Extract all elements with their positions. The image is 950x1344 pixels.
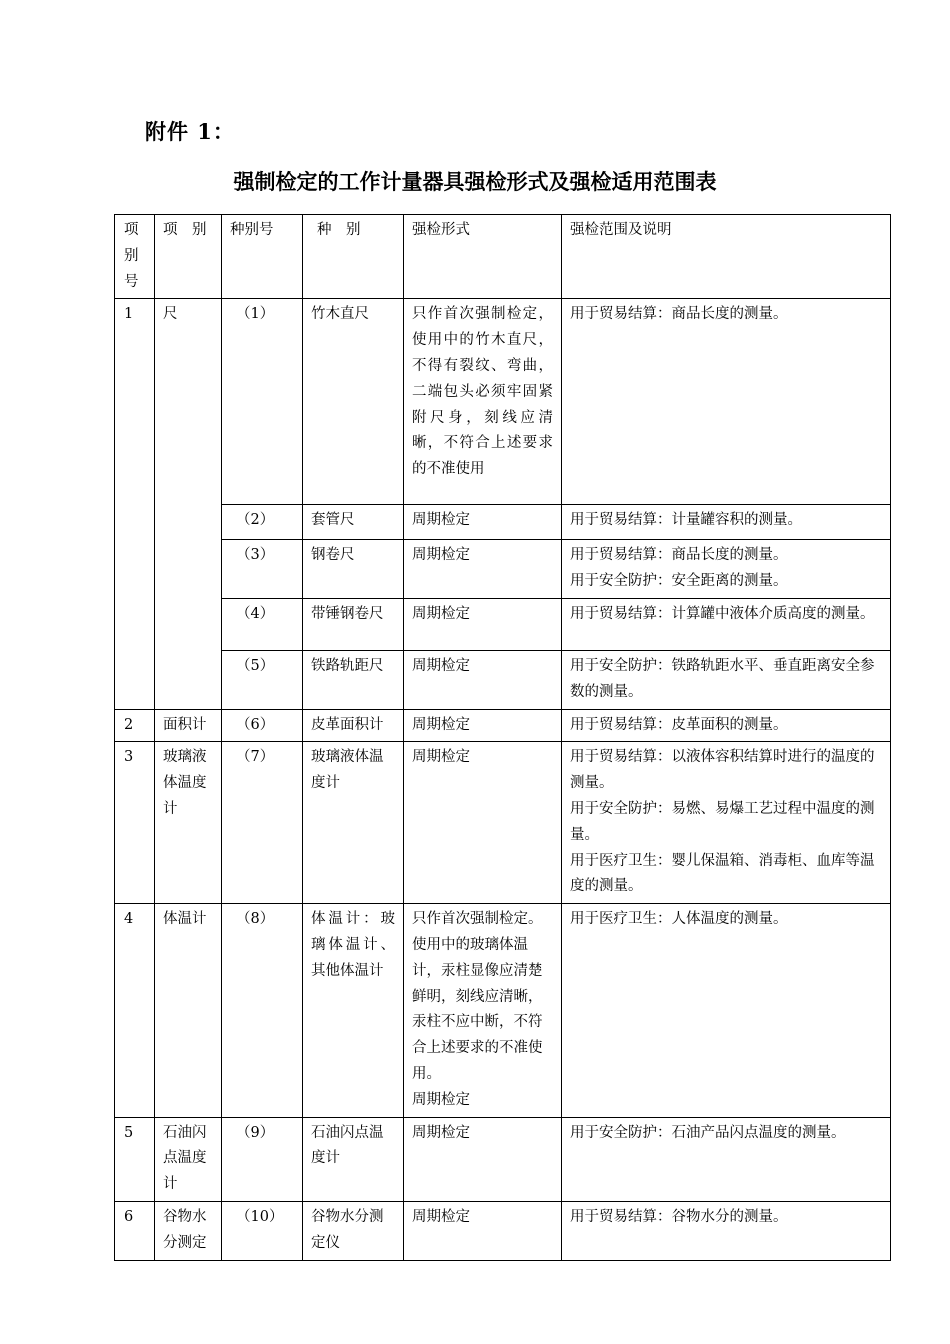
cell-scope <box>562 505 891 540</box>
scope-line: 用于安全防护：易燃、易爆工艺过程中温度的测量。 <box>570 800 875 843</box>
scope-line: 用于医疗卫生：人体温度的测量。 <box>570 911 788 928</box>
table-row <box>115 742 891 904</box>
cell-item-no: 2 <box>115 709 155 742</box>
header-item: 项 别 <box>155 215 222 299</box>
cell-kind-no: （1） <box>222 299 303 505</box>
table-row <box>115 299 891 505</box>
scope-line: 用于贸易结算：谷物水分的测量。 <box>570 1208 788 1225</box>
form-text: 只作首次强制检定。使用中的玻璃体温计，汞柱显像应清楚鲜明，刻线应清晰，汞柱不应中断，不符合上述要求的不准使用。 <box>412 911 543 1082</box>
cell-item-no: 6 <box>115 1201 155 1260</box>
cell-kind-no: （9） <box>222 1117 303 1201</box>
cell-scope <box>562 650 891 709</box>
header-form: 强检形式 <box>404 215 562 299</box>
header-item-no: 项别号 <box>115 215 155 299</box>
cell-kind-no: （7） <box>222 742 303 904</box>
cell-kind: 玻璃液体温度计 <box>303 742 404 904</box>
scope-line: 用于安全防护：石油产品闪点温度的测量。 <box>570 1124 846 1141</box>
cell-item-no: 5 <box>115 1117 155 1201</box>
cell-kind: 石油闪点温度计 <box>303 1117 404 1201</box>
cell-kind: 铁路轨距尺 <box>303 650 404 709</box>
cell-scope <box>562 742 891 904</box>
scope-line: 用于贸易结算：计算罐中液体介质高度的测量。 <box>570 605 875 622</box>
scope-line: 用于贸易结算：计量罐容积的测量。 <box>570 512 802 529</box>
cell-item: 谷物水分测定 <box>155 1201 222 1260</box>
table-row <box>115 1201 891 1260</box>
cell-form: 周期检定 <box>404 709 562 742</box>
cell-kind: 钢卷尺 <box>303 540 404 599</box>
scope-line: 用于安全防护：安全距离的测量。 <box>570 573 788 590</box>
cell-scope <box>562 904 891 1117</box>
scope-line: 用于安全防护：铁路轨距水平、垂直距离安全参数的测量。 <box>570 657 875 700</box>
cell-form: 周期检定 <box>404 742 562 904</box>
cell-scope <box>562 540 891 599</box>
cell-kind-no: （4） <box>222 598 303 650</box>
cell-form: 只作首次强制检定，使用中的竹木直尺，不得有裂纹、弯曲，二端包头必须牢固紧附尺身，刻线应清晰，不符合上述要求的不准使用 <box>404 299 562 505</box>
cell-kind-no: （6） <box>222 709 303 742</box>
cell-scope <box>562 299 891 505</box>
attachment-label: 附件 1： <box>145 119 235 144</box>
cell-item: 玻璃液体温度计 <box>155 742 222 904</box>
cell-scope <box>562 598 891 650</box>
cell-kind: 套管尺 <box>303 505 404 540</box>
cell-item-no: 3 <box>115 742 155 904</box>
cell-kind: 体温计：玻璃体温计、其他体温计 <box>303 904 404 1117</box>
cell-kind: 皮革面积计 <box>303 709 404 742</box>
table-row <box>115 1117 891 1201</box>
header-kind-no: 种别号 <box>222 215 303 299</box>
scope-line: 用于贸易结算：商品长度的测量。 <box>570 306 788 323</box>
scope-line: 用于贸易结算：商品长度的测量。 <box>570 547 788 564</box>
header-kind: 种 别 <box>303 215 404 299</box>
cell-scope <box>562 709 891 742</box>
table-row <box>115 540 891 599</box>
cell-kind-no: （5） <box>222 650 303 709</box>
cell-item: 石油闪点温度计 <box>155 1117 222 1201</box>
cell-item: 体温计 <box>155 904 222 1117</box>
cell-form: 周期检定 <box>404 540 562 599</box>
scope-line: 用于医疗卫生：婴儿保温箱、消毒柜、血库等温度的测量。 <box>570 852 875 895</box>
cell-kind-no: （2） <box>222 505 303 540</box>
cell-item: 尺 <box>155 299 222 709</box>
table-row <box>115 904 891 1117</box>
cell-kind-no: （8） <box>222 904 303 1117</box>
scope-line: 用于贸易结算：皮革面积的测量。 <box>570 716 788 733</box>
table-row <box>115 598 891 650</box>
cell-form: 周期检定 <box>404 505 562 540</box>
cell-item: 面积计 <box>155 709 222 742</box>
cell-form: 周期检定 <box>404 598 562 650</box>
table-row <box>115 505 891 540</box>
header-row <box>115 215 891 299</box>
cell-kind-no: （3） <box>222 540 303 599</box>
inspection-table <box>114 214 891 1261</box>
cell-kind: 带锤钢卷尺 <box>303 598 404 650</box>
cell-scope <box>562 1201 891 1260</box>
cell-item-no: 4 <box>115 904 155 1117</box>
cell-form: 周期检定 <box>404 650 562 709</box>
cell-scope <box>562 1117 891 1201</box>
table-row <box>115 709 891 742</box>
document-title: 强制检定的工作计量器具强检形式及强检适用范围表 <box>233 169 717 194</box>
cell-kind: 竹木直尺 <box>303 299 404 505</box>
cell-form <box>404 904 562 1117</box>
cell-form: 周期检定 <box>404 1201 562 1260</box>
cell-item-no: 1 <box>115 299 155 709</box>
cell-kind-no: （10） <box>222 1201 303 1260</box>
scope-line: 用于贸易结算：以液体容积结算时进行的温度的测量。 <box>570 749 875 792</box>
cell-form: 周期检定 <box>404 1117 562 1201</box>
header-scope: 强检范围及说明 <box>562 215 891 299</box>
cell-kind: 谷物水分测定仪 <box>303 1201 404 1260</box>
table-row <box>115 650 891 709</box>
form-extra: 周期检定 <box>412 1091 470 1108</box>
